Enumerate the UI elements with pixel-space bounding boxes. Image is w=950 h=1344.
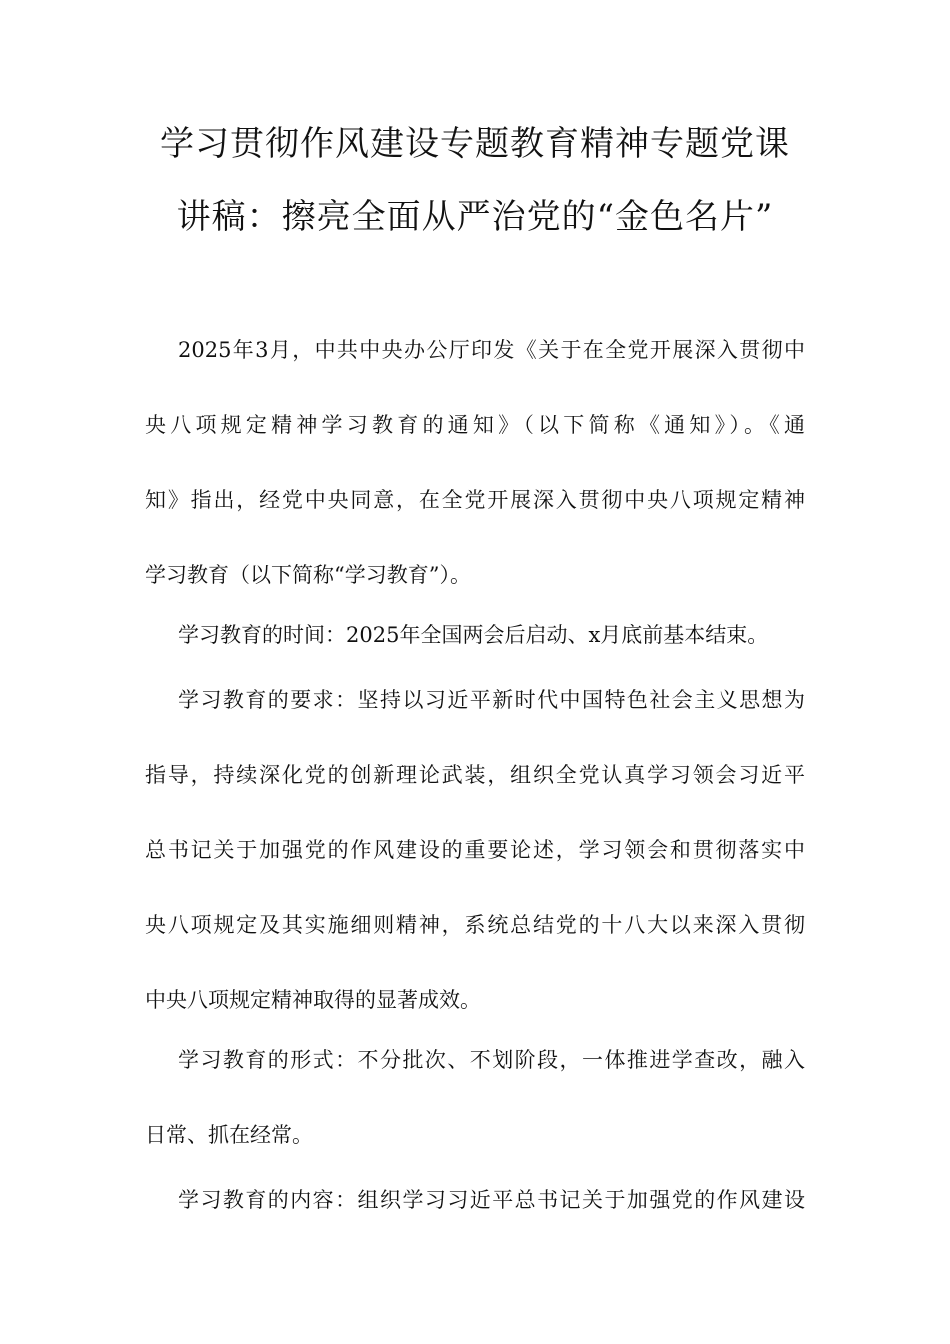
paragraph-3-line-5: 中央八项规定精神取得的显著成效。	[145, 988, 481, 1012]
paragraph-3-line-4: 央八项规定及其实施细则精神，系统总结党的十八大以来深入贯彻	[145, 913, 805, 937]
paragraph-2-line-1: 学习教育的时间：2025年全国两会后启动、x月底前基本结束。	[178, 623, 769, 647]
paragraph-3-line-2: 指导，持续深化党的创新理论武装，组织全党认真学习领会习近平	[145, 763, 805, 787]
paragraph-3-line-1: 学习教育的要求：坚持以习近平新时代中国特色社会主义思想为	[178, 688, 805, 712]
paragraph-1-line-1: 2025年3月，中共中央办公厅印发《关于在全党开展深入贯彻中	[178, 338, 805, 362]
paragraph-1-line-4: 学习教育（以下简称“学习教育”）。	[145, 563, 471, 587]
paragraph-1-line-2: 央八项规定精神学习教育的通知》（以下简称《通知》）。《通	[145, 413, 805, 437]
document-title-line-2: 讲稿：擦亮全面从严治党的“金色名片”	[176, 197, 774, 237]
paragraph-4-line-1: 学习教育的形式：不分批次、不划阶段，一体推进学查改，融入	[178, 1048, 805, 1072]
paragraph-3-line-3: 总书记关于加强党的作风建设的重要论述，学习领会和贯彻落实中	[145, 838, 805, 862]
paragraph-5-line-1: 学习教育的内容：组织学习习近平总书记关于加强党的作风建设	[178, 1188, 805, 1212]
paragraph-4-line-2: 日常、抓在经常。	[145, 1123, 313, 1147]
document-title-line-1: 学习贯彻作风建设专题教育精神专题党课	[160, 124, 790, 164]
paragraph-1-line-3: 知》指出，经党中央同意，在全党开展深入贯彻中央八项规定精神	[145, 488, 805, 512]
